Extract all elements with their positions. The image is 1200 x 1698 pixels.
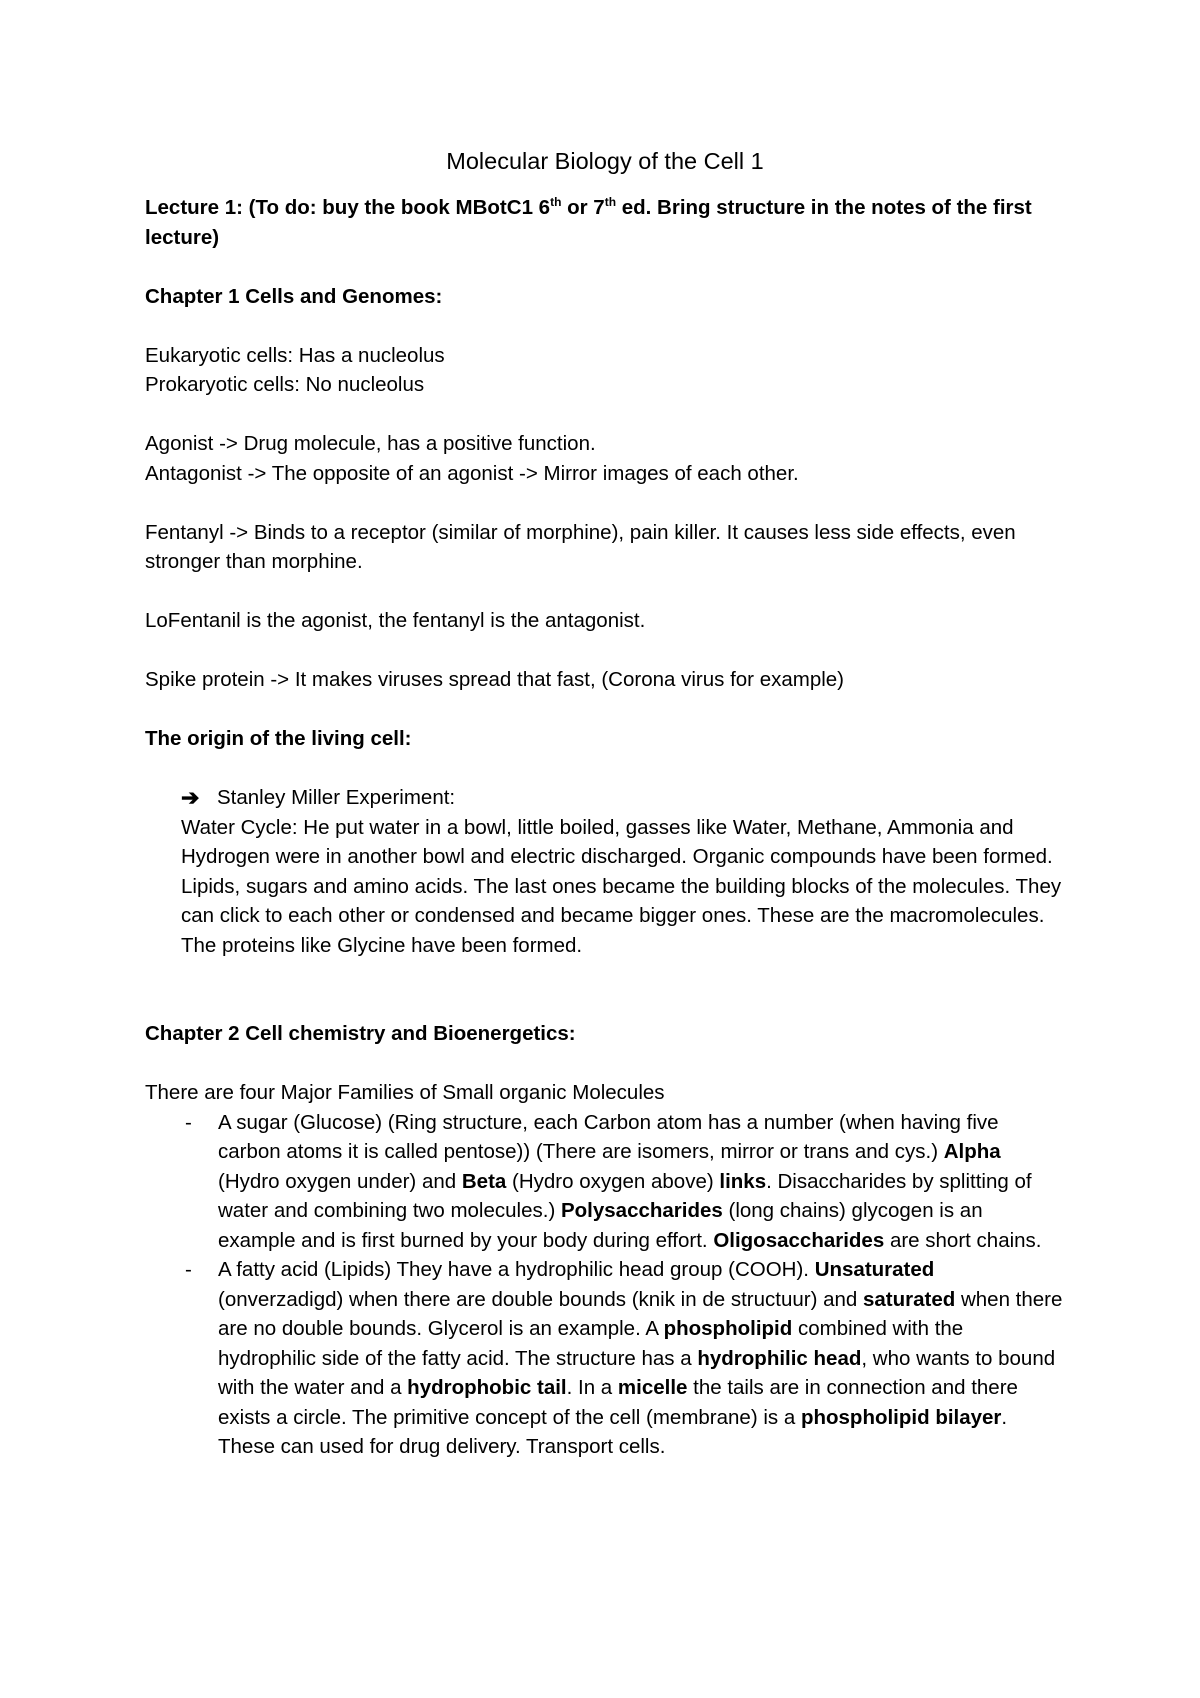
- prokaryotic-line: Prokaryotic cells: No nucleolus: [145, 373, 425, 396]
- miller-paragraph: Water Cycle: He put water in a bowl, little boiled, gasses like Water, Methane, Ammonia and Hydrogen were in another bowl and electric discharged. Organic compounds have been formed. Lipids, sugars and amino acids. The last ones became the building blocks of the molecules. They can click to each other or condensed and became bigger ones. These are the macromolecules. The proteins like Glycine have been formed.: [181, 815, 1062, 957]
- dash-bullet: -: [185, 1110, 192, 1134]
- lofentanil-line: LoFentanil is the agonist, the fentanyl is the antagonist.: [145, 609, 646, 632]
- antagonist-line: Antagonist -> The opposite of an agonist -> Mirror images of each other.: [145, 461, 799, 485]
- sugar-text-2: (Hydro oxygen under) and: [218, 1169, 462, 1193]
- lecture-text-3: ed. Bring structure in the notes of the first lecture): [145, 196, 1032, 249]
- fatty-text-2: (onverzadigd) when there are double bounds (knik in de structuur) and: [218, 1287, 863, 1311]
- miller-title-line: [181, 783, 1065, 813]
- document-title: Molecular Biology of the Cell 1: [446, 148, 764, 174]
- sugar-text-4: . Disaccharides by splitting of water and combining two molecules.): [218, 1169, 1032, 1222]
- term-polysaccharides: Polysaccharides: [560, 1199, 723, 1222]
- term-alpha: Alpha: [943, 1140, 1001, 1163]
- lecture-text-1: Lecture 1: (To do: buy the book MBotC1 6: [145, 196, 551, 219]
- term-links: links: [719, 1169, 767, 1193]
- term-oligosaccharides: Oligosaccharides: [713, 1228, 885, 1252]
- chapter2-heading: Chapter 2 Cell chemistry and Bioenergetics:: [145, 1022, 576, 1045]
- term-unsaturated: Unsaturated: [814, 1258, 935, 1281]
- fatty-text-5: , who wants to bound with the water and a: [218, 1346, 1056, 1399]
- fatty-text-8: . These can used for drug delivery. Transport cells.: [218, 1405, 1008, 1458]
- list-item-fatty-acid: [145, 1255, 1065, 1462]
- agonist-line: Agonist -> Drug molecule, has a positive function.: [145, 432, 596, 455]
- fentanyl-paragraph: Fentanyl -> Binds to a receptor (similar of morphine), pain killer. It causes less side effects, even stronger than morphine.: [145, 520, 1016, 573]
- miller-block: [181, 783, 1065, 960]
- superscript-th-2: th: [604, 195, 617, 210]
- lecture-text-2: or 7: [561, 196, 605, 219]
- fatty-text-3: when there are no double bounds. Glycerol is an example. A: [218, 1287, 1063, 1340]
- spike-protein-line: Spike protein -> It makes viruses spread that fast, (Corona virus for example): [145, 668, 845, 691]
- eukaryotic-line: Eukaryotic cells: Has a nucleolus: [145, 343, 445, 367]
- list-item-sugar: [145, 1108, 1065, 1256]
- sugar-text-1: A sugar (Glucose) (Ring structure, each Carbon atom has a number (when having five carbon atoms it is called pentose)) (There are isomers, mirror or trans and cys.): [218, 1110, 999, 1163]
- term-hydrophobic-tail: hydrophobic tail: [407, 1376, 567, 1399]
- superscript-th-1: th: [550, 195, 562, 210]
- sugar-text-5: (long chains) glycogen is an example and is first burned by your body during effort.: [218, 1199, 983, 1252]
- chapter2-intro: There are four Major Families of Small organic Molecules: [145, 1081, 665, 1104]
- chapter1-heading: Chapter 1 Cells and Genomes:: [145, 284, 443, 308]
- sugar-text-3: (Hydro oxygen above): [506, 1169, 720, 1193]
- origin-heading: The origin of the living cell:: [145, 727, 412, 750]
- fatty-text-6: . In a: [566, 1376, 618, 1399]
- sugar-text-6: are short chains.: [884, 1228, 1042, 1252]
- dash-bullet: -: [185, 1258, 192, 1281]
- miller-title: Stanley Miller Experiment:: [217, 786, 456, 809]
- molecule-families-list: [145, 1108, 1065, 1462]
- document-body: [145, 146, 1065, 1462]
- term-saturated: saturated: [863, 1287, 956, 1311]
- fatty-text-1: A fatty acid (Lipids) They have a hydrophilic head group (COOH).: [218, 1258, 815, 1281]
- term-hydrophilic-head: hydrophilic head: [697, 1346, 862, 1370]
- lecture-line: [145, 193, 1065, 252]
- term-phospholipid-bilayer: phospholipid bilayer: [800, 1405, 1002, 1429]
- arrow-right-icon: ➔: [181, 785, 200, 810]
- term-micelle: micelle: [617, 1376, 688, 1399]
- term-beta: Beta: [461, 1169, 507, 1193]
- term-phospholipid: phospholipid: [663, 1317, 793, 1340]
- fatty-text-4: combined with the hydrophilic side of the fatty acid. The structure has a: [218, 1317, 964, 1370]
- fatty-text-7: the tails are in connection and there exists a circle. The primitive concept of the cell (membrane) is a: [218, 1376, 1018, 1429]
